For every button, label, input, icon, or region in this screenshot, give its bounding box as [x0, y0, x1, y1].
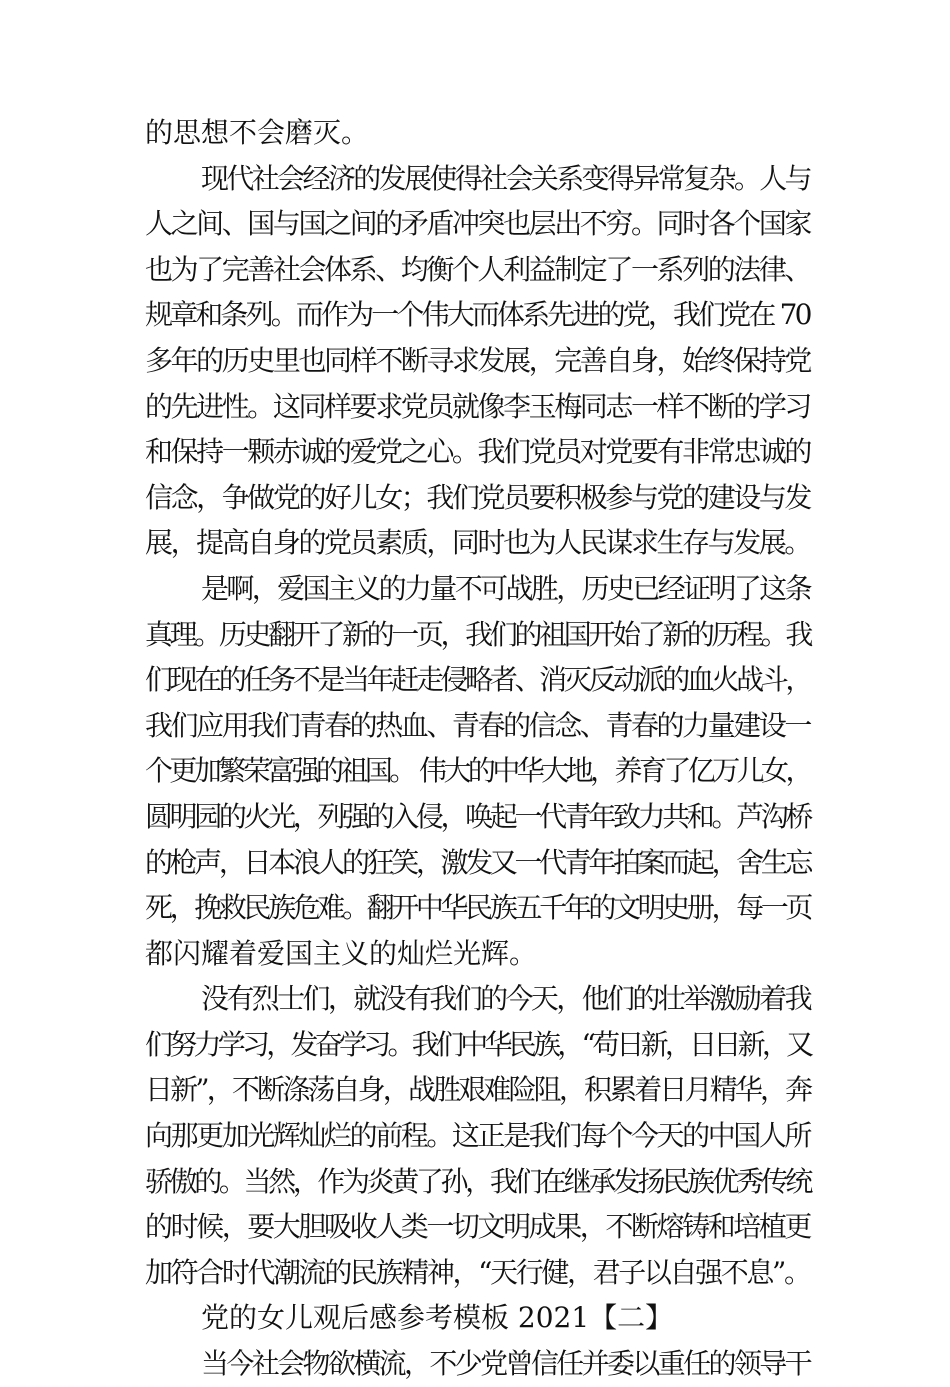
- text-line: 死，挽救民族危难。翻开中华民族五千年的文明史册，每一页: [145, 891, 811, 925]
- text-line: 党的女儿观后感参考模板 2021【二】: [201, 1301, 674, 1335]
- text-line: 们现在的任务不是当年赶走侵略者、消灭反动派的血火战斗，: [145, 663, 811, 697]
- text-line: 我们应用我们青春的热血、青春的信念、青春的力量建设一: [145, 708, 811, 742]
- text-line: 当今社会物欲横流，不少党曾信任并委以重任的领导干: [201, 1347, 811, 1381]
- text-line: 的思想不会磨灭。: [145, 116, 370, 149]
- text-line: 的枪声，日本浪人的狂笑，激发又一代青年拍案而起，舍生忘: [145, 845, 811, 879]
- document-body: [145, 110, 810, 1387]
- text-line: 日新”，不断涤荡自身，战胜艰难险阻，积累着日月精华，奔: [145, 1073, 811, 1107]
- text-line: 现代社会经济的发展使得社会关系变得异常复杂。人与: [201, 161, 811, 195]
- text-line: 加符合时代潮流的民族精神，“天行健，君子以自强不息”。: [145, 1255, 810, 1289]
- text-line: 真理。历史翻开了新的一页，我们的祖国开始了新的历程。我: [145, 617, 811, 651]
- text-line: 的先进性。这同样要求党员就像李玉梅同志一样不断的学习: [145, 389, 811, 423]
- text-line: 骄傲的。当然，作为炎黄了孙，我们在继承发扬民族优秀传统: [145, 1164, 811, 1198]
- text-line: 展，提高自身的党员素质，同时也为人民谋求生存与发展。: [145, 526, 811, 560]
- text-line: 多年的历史里也同样不断寻求发展，完善自身，始终保持党: [145, 343, 811, 377]
- text-line: 也为了完善社会体系、均衡个人利益制定了一系列的法律、: [145, 252, 811, 286]
- text-line: 都闪耀着爱国主义的灿烂光辉。: [145, 936, 538, 970]
- text-line: 人之间、国与国之间的矛盾冲突也层出不穷。同时各个国家: [145, 207, 811, 241]
- text-line: 和保持一颗赤诚的爱党之心。我们党员对党要有非常忠诚的: [145, 435, 811, 469]
- text-line: 没有烈士们，就没有我们的今天，他们的壮举激励着我: [201, 982, 811, 1016]
- text-line: 向那更加光辉灿烂的前程。这正是我们每个今天的中国人所: [145, 1119, 811, 1153]
- text-line: 是啊，爱国主义的力量不可战胜，历史已经证明了这条: [201, 571, 811, 605]
- text-line: 圆明园的火光，列强的入侵，唤起一代青年致力共和。芦沟桥: [145, 799, 811, 833]
- text-line: 规章和条列。而作为一个伟大而体系先进的党，我们党在 70: [145, 298, 810, 332]
- text-line: 的时候，要大胆吸收人类一切文明成果，不断熔铸和培植更: [145, 1210, 811, 1244]
- text-line: 个更加繁荣富强的祖国。 伟大的中华大地，养育了亿万儿女，: [145, 754, 810, 788]
- text-line: 们努力学习，发奋学习。我们中华民族，“苟日新，日日新，又: [145, 1027, 811, 1061]
- text-line: 信念，争做党的好儿女；我们党员要积极参与党的建设与发: [145, 480, 811, 514]
